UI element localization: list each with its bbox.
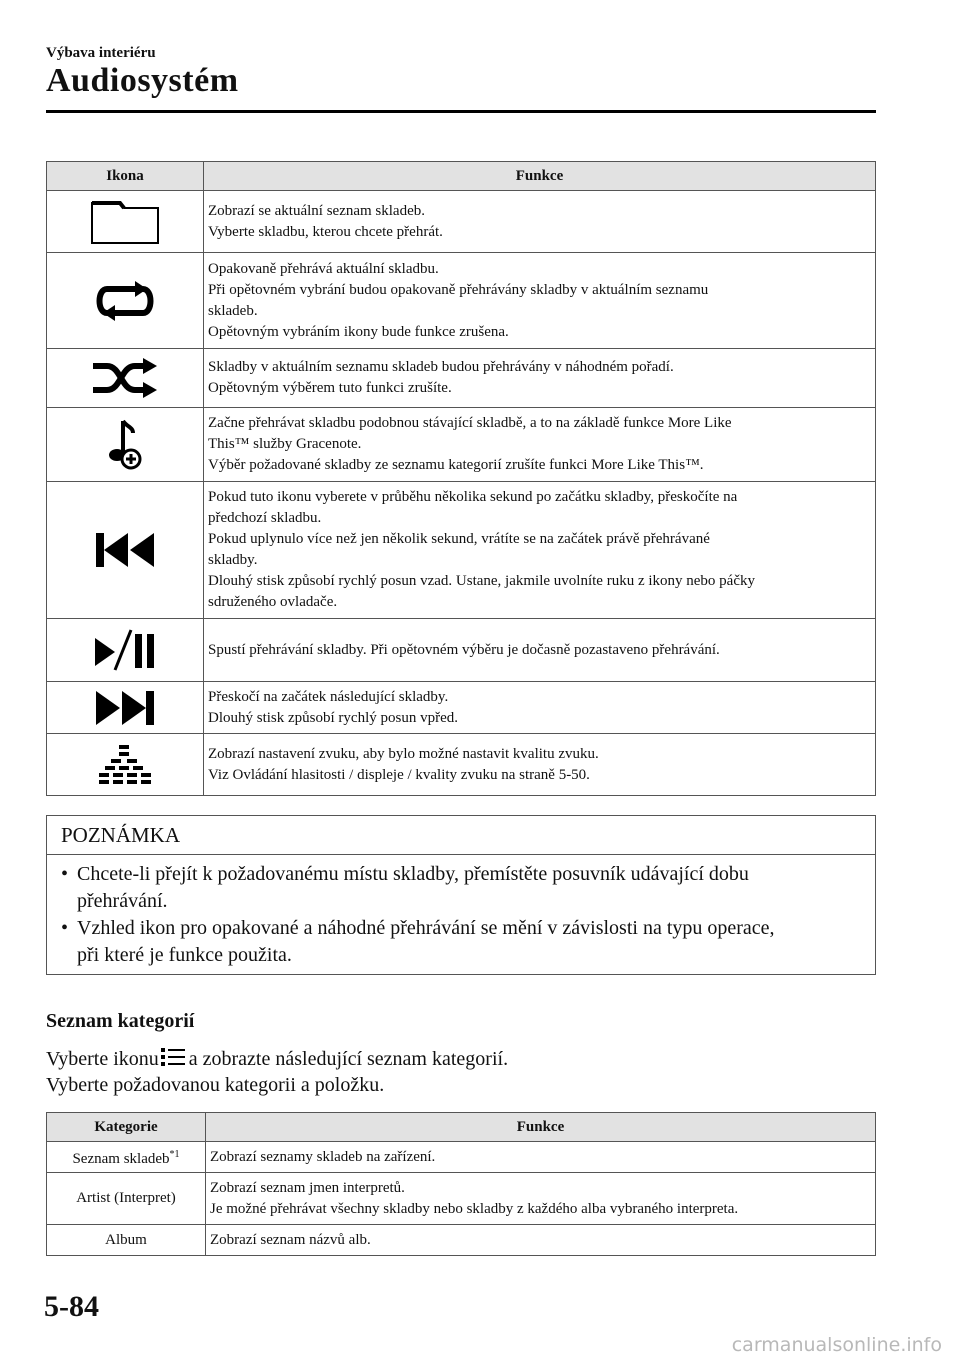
page-title: Audiosystém	[46, 62, 239, 99]
note-heading: POZNÁMKA	[47, 816, 875, 855]
column-header-category: Kategorie	[47, 1113, 206, 1142]
instruction-paragraph: Vyberte ikonu a zobrazte následující seznam kategorií.	[46, 1048, 509, 1070]
table-row	[47, 619, 876, 682]
table-row	[47, 191, 876, 253]
table-row	[47, 253, 876, 349]
table-row	[47, 1142, 876, 1173]
list-icon	[161, 1047, 185, 1067]
section-label: Výbava interiéru	[46, 45, 156, 61]
category-cell: Artist (Interpret)	[47, 1173, 206, 1225]
sound-settings-icon	[47, 734, 204, 796]
row-description: Pokud tuto ikonu vyberete v průběhu několika sekund po začátku skladby, přeskočíte na předchozí skladbu. Pokud uplynulo více než jen několik sekund, vrátíte se na začátek právě přehrávané skladby. Dlouhý stisk způsobí rychlý posun vzad. Ustane, jakmile uvolníte ruku z ikony nebo páčky sdruženého ovladače.	[204, 482, 876, 619]
category-table	[46, 1112, 876, 1256]
row-description: Zobrazí se aktuální seznam skladeb. Vyberte skladbu, kterou chcete přehrát.	[204, 191, 876, 253]
column-header-icon: Ikona	[47, 162, 204, 191]
table-row	[47, 734, 876, 796]
row-description: Zobrazí seznam názvů alb.	[206, 1225, 876, 1256]
previous-track-icon	[47, 482, 204, 619]
note-item: • Vzhled ikon pro opakované a náhodné přehrávání se mění v závislosti na typu operace, při které je funkce použita.	[61, 917, 775, 966]
row-description: Skladby v aktuálním seznamu skladeb budou přehrávány v náhodném pořadí. Opětovným výběrem tuto funkci zrušíte.	[204, 349, 876, 408]
music-note-plus-icon	[47, 408, 204, 482]
table-row	[47, 482, 876, 619]
category-list-heading: Seznam kategorií	[46, 1010, 195, 1032]
title-rule	[46, 110, 876, 113]
row-description: Zobrazí nastavení zvuku, aby bylo možné nastavit kvalitu zvuku. Viz Ovládání hlasitosti / displeje / kvality zvuku na straně 5-50.	[204, 734, 876, 796]
column-header-function: Funkce	[206, 1113, 876, 1142]
note-item: • Chcete-li přejít k požadovanému místu skladby, přemístěte posuvník udávající dobu přehrávání.	[61, 863, 749, 912]
row-description: Spustí přehrávání skladby. Při opětovném výběru je dočasně pozastaveno přehrávání.	[204, 619, 876, 682]
folder-icon	[47, 191, 204, 253]
row-description: Přeskočí na začátek následující skladby. Dlouhý stisk způsobí rychlý posun vpřed.	[204, 682, 876, 734]
row-description: Zobrazí seznamy skladeb na zařízení.	[206, 1142, 876, 1173]
play-pause-icon	[47, 619, 204, 682]
row-description: Začne přehrávat skladbu podobnou stávající skladbě, a to na základě funkce More Like This™ služby Gracenote. Výběr požadované skladby ze seznamu kategorií zrušíte funkci More Like This™.	[204, 408, 876, 482]
category-cell: Seznam skladeb$^{*1}$	[47, 1142, 206, 1173]
icon-function-table	[46, 161, 876, 796]
page-number: 5-84	[44, 1290, 99, 1323]
column-header-function: Funkce	[204, 162, 876, 191]
table-row	[47, 682, 876, 734]
note-box	[46, 815, 876, 975]
table-row	[47, 1173, 876, 1225]
table-row	[47, 349, 876, 408]
instruction-paragraph: Vyberte požadovanou kategorii a položku.	[46, 1074, 385, 1096]
shuffle-icon	[47, 349, 204, 408]
category-cell: Album	[47, 1225, 206, 1256]
watermark: carmanualsonline.info	[731, 1334, 942, 1356]
row-description: Zobrazí seznam jmen interpretů. Je možné přehrávat všechny skladby nebo skladby z každého alba vybraného interpreta.	[206, 1173, 876, 1225]
table-row	[47, 1225, 876, 1256]
row-description: Opakovaně přehrává aktuální skladbu. Při opětovném vybrání budou opakovaně přehrávány skladby v aktuálním seznamu skladeb. Opětovným vybráním ikony bude funkce zrušena.	[204, 253, 876, 349]
table-row	[47, 408, 876, 482]
repeat-icon	[47, 253, 204, 349]
next-track-icon	[47, 682, 204, 734]
